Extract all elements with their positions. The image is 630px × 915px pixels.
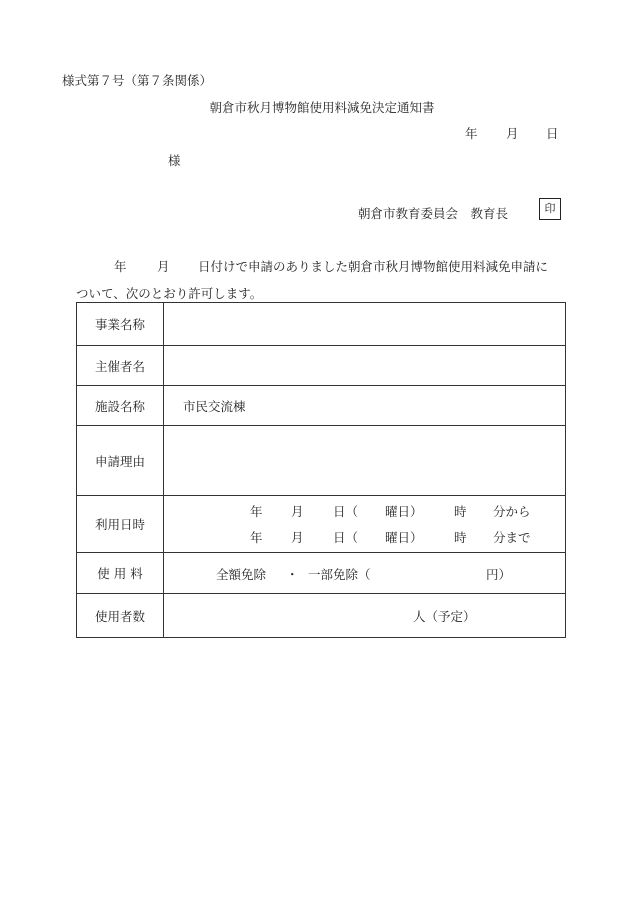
row-facility bbox=[77, 386, 566, 426]
facility-label: 施設名称 bbox=[77, 386, 164, 426]
row-fee bbox=[77, 553, 566, 594]
to-day: 日（ bbox=[333, 530, 359, 545]
users-value bbox=[164, 594, 566, 638]
body-month: 月 bbox=[157, 259, 170, 274]
addressee-suffix: 様 bbox=[168, 153, 181, 168]
row-organizer bbox=[77, 346, 566, 386]
fee-separator: ・ bbox=[286, 567, 299, 582]
from-year: 年 bbox=[250, 504, 263, 519]
date-month: 月 bbox=[506, 126, 519, 141]
to-year: 年 bbox=[250, 530, 263, 545]
date-year: 年 bbox=[465, 126, 478, 141]
row-users bbox=[77, 594, 566, 638]
fee-yen: 円） bbox=[486, 567, 512, 582]
to-month: 月 bbox=[291, 530, 304, 545]
from-day: 日（ bbox=[333, 504, 359, 519]
body-year: 年 bbox=[114, 259, 127, 274]
fee-partial-exemption: 一部免除（ bbox=[308, 567, 371, 582]
reason-label: 申請理由 bbox=[77, 426, 164, 496]
from-weekday: 曜日） bbox=[385, 504, 423, 519]
facility-value: 市民交流棟 bbox=[164, 386, 566, 426]
from-minute: 分から bbox=[493, 504, 531, 519]
fee-full-exemption: 全額免除 bbox=[216, 567, 267, 582]
date-day: 日 bbox=[546, 126, 559, 141]
fee-label: 使 用 料 bbox=[77, 553, 164, 594]
row-event-name bbox=[77, 303, 566, 346]
event-name-value[interactable] bbox=[164, 303, 566, 346]
from-month: 月 bbox=[291, 504, 304, 519]
seal-box: 印 bbox=[539, 198, 561, 220]
to-minute: 分まで bbox=[493, 530, 531, 545]
decision-table bbox=[76, 302, 566, 638]
issuer-name: 朝倉市教育委員会 教育長 bbox=[358, 206, 509, 221]
form-number: 様式第７号（第７条関係） bbox=[62, 73, 213, 88]
datetime-label: 利用日時 bbox=[77, 496, 164, 553]
to-weekday: 曜日） bbox=[385, 530, 423, 545]
users-label: 使用者数 bbox=[77, 594, 164, 638]
organizer-label: 主催者名 bbox=[77, 346, 164, 386]
organizer-value[interactable] bbox=[164, 346, 566, 386]
datetime-value bbox=[164, 496, 566, 553]
document-title: 朝倉市秋月博物館使用料減免決定通知書 bbox=[209, 100, 435, 115]
row-datetime bbox=[77, 496, 566, 553]
row-reason bbox=[77, 426, 566, 496]
from-hour: 時 bbox=[454, 504, 467, 519]
to-hour: 時 bbox=[454, 530, 467, 545]
body-text-line1: 日付けで申請のありました朝倉市秋月博物館使用料減免申請に bbox=[198, 259, 549, 274]
fee-value bbox=[164, 553, 566, 594]
users-unit: 人（予定） bbox=[413, 609, 476, 624]
event-name-label: 事業名称 bbox=[77, 303, 164, 346]
reason-value[interactable] bbox=[164, 426, 566, 496]
body-text-line2: ついて、次のとおり許可します。 bbox=[76, 286, 263, 301]
